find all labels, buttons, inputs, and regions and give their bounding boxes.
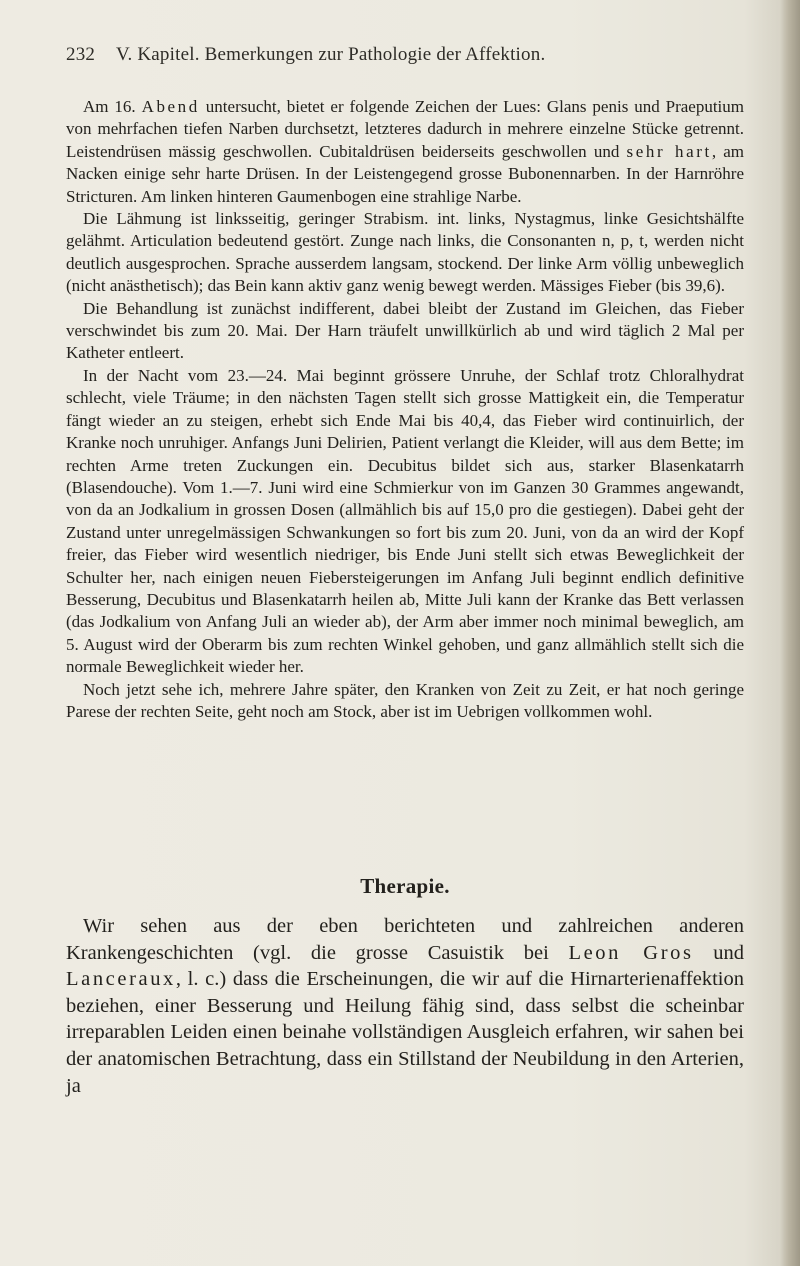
paragraph-text: untersucht, bietet er folgende Zeichen der Lues: Glans penis und Praeputium von mehrfachen tiefen Narben durchsetzt, letzteres dadurch in mehrere einzelne Stücke getrennt. Leistendrüsen mässig geschwollen. Cubitaldrüsen beiderseits geschwollen und [66,97,744,161]
paragraph [66,96,744,208]
author-name: Lanceraux [66,968,176,991]
paragraph-text: , am Nacken einige sehr harte Drüsen. In der Leistengegend grosse Bubonennarben. In der Harnröhre Stricturen. Am linken hinteren Gaumenbogen eine strahlige Narbe. [66,141,745,206]
author-name: Leon Gros [568,941,694,964]
paragraph: Noch jetzt sehe ich, mehrere Jahre später, den Kranken von Zeit zu Zeit, er hat noch geringe Parese der rechten Seite, geht noch am Stock, aber ist im Uebrigen vollkommen wohl. [66,679,744,721]
section-paragraph [66,913,744,1099]
paragraph-text: und [693,941,744,964]
paragraph-text: Wir sehen aus der eben berichteten und zahlreichen anderen Krankengeschichten (vgl. die grosse Casuistik bei [66,915,744,964]
emphasized-text: Abend [141,97,200,116]
paragraph: Die Behandlung ist zunächst indifferent, dabei bleibt der Zustand im Gleichen, das Fieber verschwindet bis zum 20. Mai. Der Harn träufelt unwillkürlich ab und wird täglich 2 Mal per Katheter entleert. [66,298,744,363]
paragraph-text: , l. c.) dass die Erscheinungen, die wir auf die Hirnarterienaffektion beziehen, einer Besserung und Heilung fähig sind, dass selbst die scheinbar irreparablen Leiden einen beinahe vollständigen Ausgleich erfahren, wir sahen bei der anatomischen Betrachtung, dass ein Stillstand der Neubildung in den Arterien, ja [66,968,744,1097]
running-title: V. Kapitel. Bemerkungen zur Pathologie der Affektion. [116,44,546,65]
page-edge-shadow [780,0,800,1266]
paragraph: In der Nacht vom 23.—24. Mai beginnt grössere Unruhe, der Schlaf trotz Chloralhydrat schlecht, viele Träume; in den nächsten Tagen stellt sich grosse Mattigkeit ein, die Temperatur fängt wieder an zu steigen, erhebt sich Ende Mai bis 40,4, das Fieber wird continuirlich, der Kranke noch unruhiger. Anfangs Juni Delirien, Patient verlangt die Kleider, will aus dem Bette; im rechten Arme treten Zuckungen ein. Decubitus bildet sich aus, starker Blasenkatarrh (Blasendouche). Vom 1.—7. Juni wird eine Schmierkur von im Ganzen 30 Grammes angewandt, von da an Jodkalium in grossen Dosen (allmählich bis auf 15,0 pro die gestiegen). Dabei geht der Zustand unter unregelmässigen Schwankungen so fort bis zum 20. Juni, von da an wird der Kopf freier, das Fieber wird wesentlich niedriger, bis Ende Juni stellt sich etwas Beweglichkeit der Schulter her, nach einigen neuen Fiebersteigerungen im Anfang Juli beginnt endlich definitive Besserung, Decubitus und Blasenkatarrh heilen ab, Mitte Juli kann der Kranke das Bett verlassen (das Jodkalium von Anfang Juli an wieder ab), der Arm aber immer noch minimal beweglich, am 5. August wird der Oberarm bis zum rechten Winkel gehoben, und ganz allmählich stellt sich die normale Beweglichkeit wieder her. [66,365,744,677]
section-title: Therapie. [360,874,450,898]
paragraph: Die Lähmung ist linksseitig, geringer Strabism. int. links, Nystagmus, linke Gesichtshälfte gelähmt. Articulation bedeutend gestört. Zunge nach links, die Consonanten n, p, t, werden nicht deutlich ausgesprochen. Sprache ausserdem langsam, stockend. Der linke Arm völlig unbeweglich (nicht anästhetisch); das Bein kann aktiv ganz wenig bewegt werden. Mässiges Fieber (bis 39,6). [66,209,744,296]
page-number: 232 [66,44,96,65]
page-header [66,44,666,68]
therapy-section [66,874,744,1099]
emphasized-text: sehr hart [626,141,712,161]
case-report-text [66,96,744,723]
paragraph-text: Am 16. [83,97,142,116]
